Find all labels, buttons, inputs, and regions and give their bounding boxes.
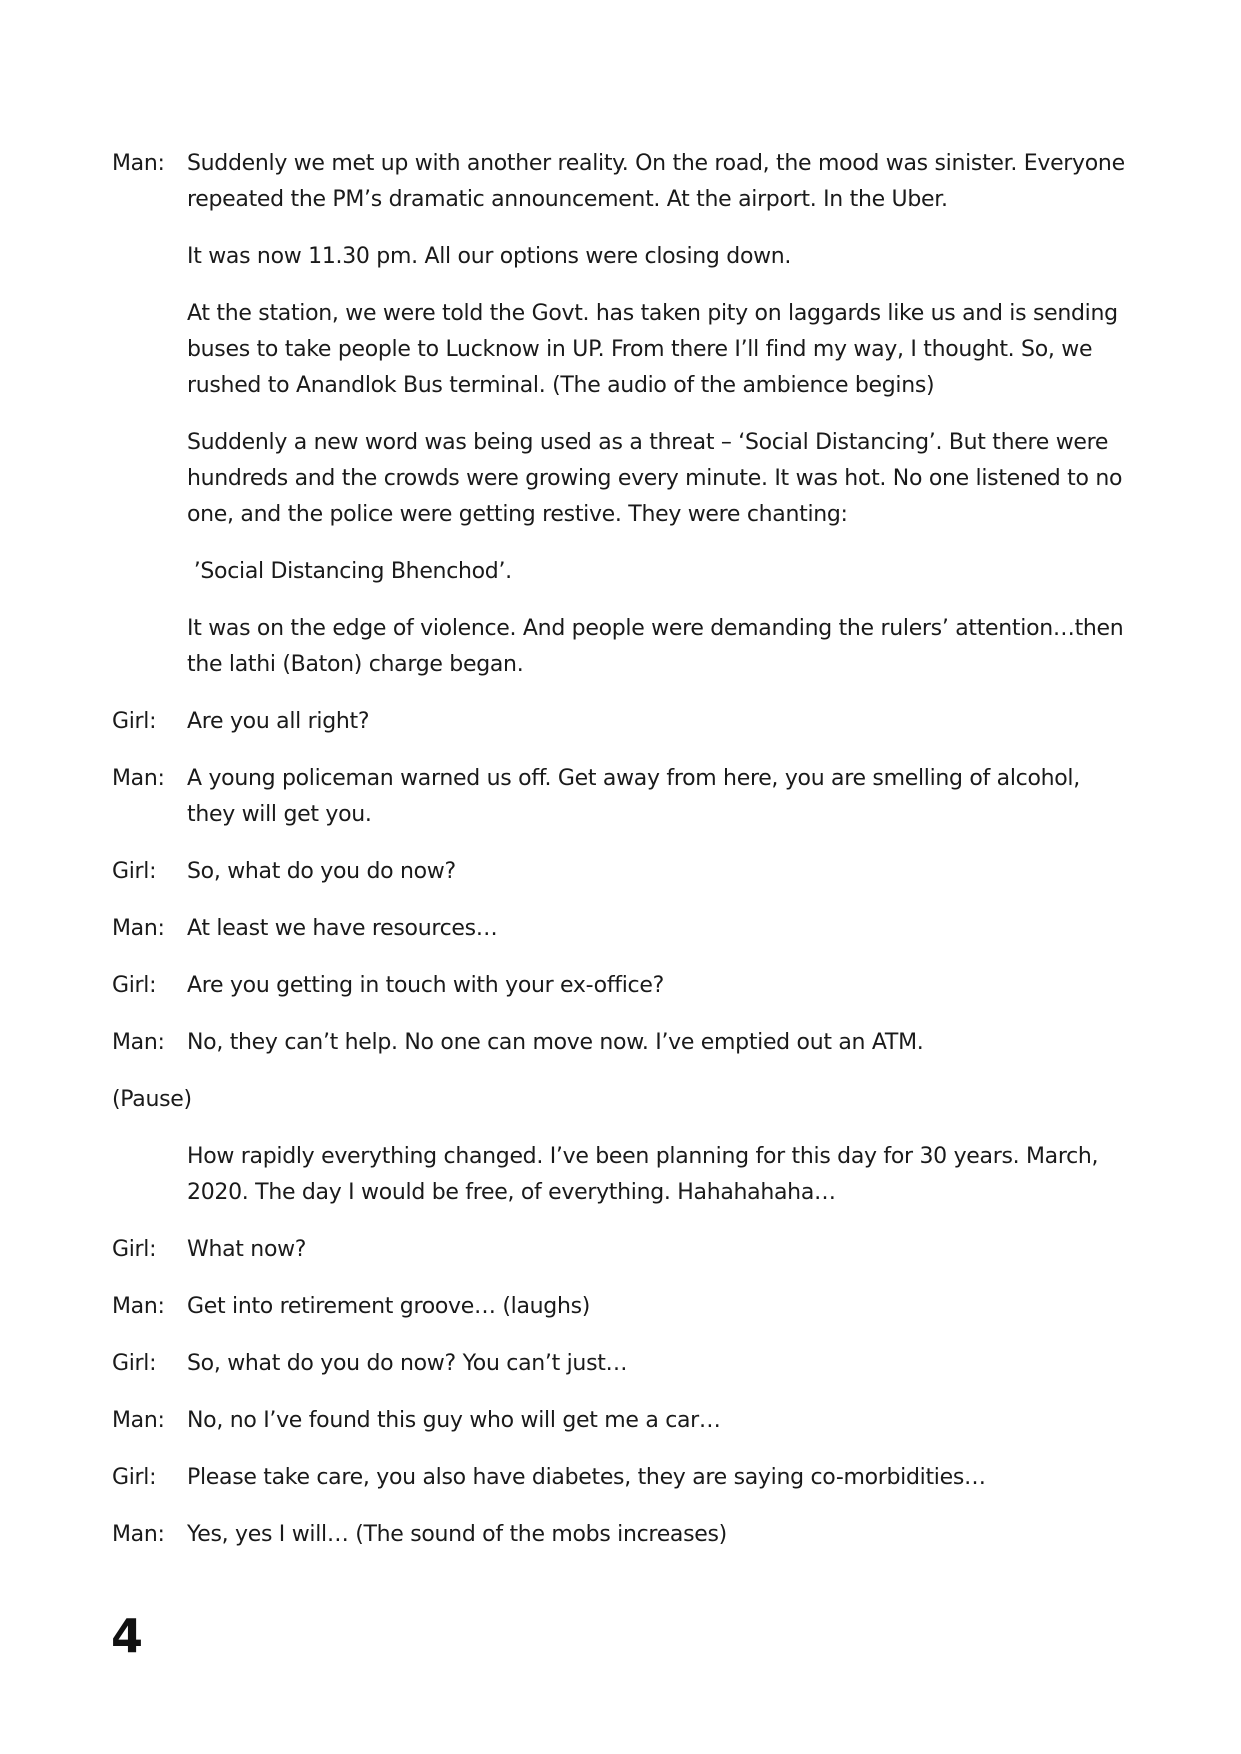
dialogue-entry <box>112 1517 1132 1553</box>
dialogue-paragraph: Yes, yes I will… (The sound of the mobs increases) <box>187 1522 727 1547</box>
dialogue-entry <box>112 1139 1132 1211</box>
dialogue-entry <box>112 854 1132 890</box>
dialogue-entry <box>112 911 1132 947</box>
dialogue-paragraph: It was on the edge of violence. And people were demanding the rulers’ attention…then the lathi (Baton) charge began. <box>187 616 1124 677</box>
speaker-label: Man: <box>112 151 165 176</box>
dialogue-entry <box>112 1403 1132 1439</box>
dialogue-paragraph: No, they can’t help. No one can move now. I’ve emptied out an ATM. <box>187 1030 924 1055</box>
speaker-label: Man: <box>112 1030 165 1055</box>
dialogue-paragraph: No, no I’ve found this guy who will get me a car… <box>187 1408 721 1433</box>
dialogue-paragraph: At least we have resources… <box>187 916 498 941</box>
speaker-label: Man: <box>112 1408 165 1433</box>
dialogue-paragraph: Get into retirement groove… (laughs) <box>187 1294 591 1319</box>
speaker-label: Girl: <box>112 709 157 734</box>
script-body <box>112 146 1132 1574</box>
dialogue-paragraph: ’Social Distancing Bhenchod’. <box>187 559 512 584</box>
speaker-label: Man: <box>112 1522 165 1547</box>
speaker-label: Girl: <box>112 1237 157 1262</box>
dialogue-entry <box>112 146 1132 683</box>
dialogue-paragraph: How rapidly everything changed. I’ve been planning for this day for 30 years. March, 2020. The day I would be free, of everything. Hahahahaha… <box>187 1144 1099 1205</box>
dialogue-entry <box>112 1289 1132 1325</box>
dialogue-entry <box>112 1232 1132 1268</box>
speaker-label: Girl: <box>112 859 157 884</box>
dialogue-entry <box>112 704 1132 740</box>
speaker-label: Girl: <box>112 1465 157 1490</box>
dialogue-entry <box>112 968 1132 1004</box>
dialogue-paragraph: A young policeman warned us off. Get away from here, you are smelling of alcohol, they will get you. <box>187 766 1080 827</box>
dialogue-entry <box>112 1346 1132 1382</box>
dialogue-paragraph: Are you getting in touch with your ex-office? <box>187 973 664 998</box>
speaker-label: Man: <box>112 1294 165 1319</box>
dialogue-entry <box>112 1460 1132 1496</box>
dialogue-paragraph: So, what do you do now? You can’t just… <box>187 1351 628 1376</box>
dialogue-paragraph: At the station, we were told the Govt. has taken pity on laggards like us and is sending buses to take people to Lucknow in UP. From there I’ll find my way, I thought. So, we rushed to Anandlok Bus terminal. (The audio of the ambience begins) <box>187 301 1118 398</box>
dialogue-paragraph: What now? <box>187 1237 307 1262</box>
speaker-label: Man: <box>112 766 165 791</box>
dialogue-entry <box>112 761 1132 833</box>
dialogue-paragraph: Please take care, you also have diabetes, they are saying co-morbidities… <box>187 1465 986 1490</box>
dialogue-paragraph: Suddenly we met up with another reality. On the road, the mood was sinister. Everyone repeated the PM’s dramatic announcement. At the airport. In the Uber. <box>187 151 1125 212</box>
dialogue-paragraph: So, what do you do now? <box>187 859 456 884</box>
page-number: 4 <box>111 1609 144 1663</box>
speaker-label: Man: <box>112 916 165 941</box>
dialogue-paragraph: Suddenly a new word was being used as a threat – ‘Social Distancing’. But there were hundreds and the crowds were growing every minute. It was hot. No one listened to no one, and the police were getting restive. They were chanting: <box>187 430 1123 527</box>
speaker-label: Girl: <box>112 1351 157 1376</box>
dialogue-entry <box>112 1025 1132 1061</box>
speaker-label: Girl: <box>112 973 157 998</box>
dialogue-paragraph: It was now 11.30 pm. All our options were closing down. <box>187 244 792 269</box>
dialogue-paragraph: Are you all right? <box>187 709 370 734</box>
dialogue-text <box>187 146 1132 683</box>
stage-direction: (Pause) <box>112 1087 192 1112</box>
